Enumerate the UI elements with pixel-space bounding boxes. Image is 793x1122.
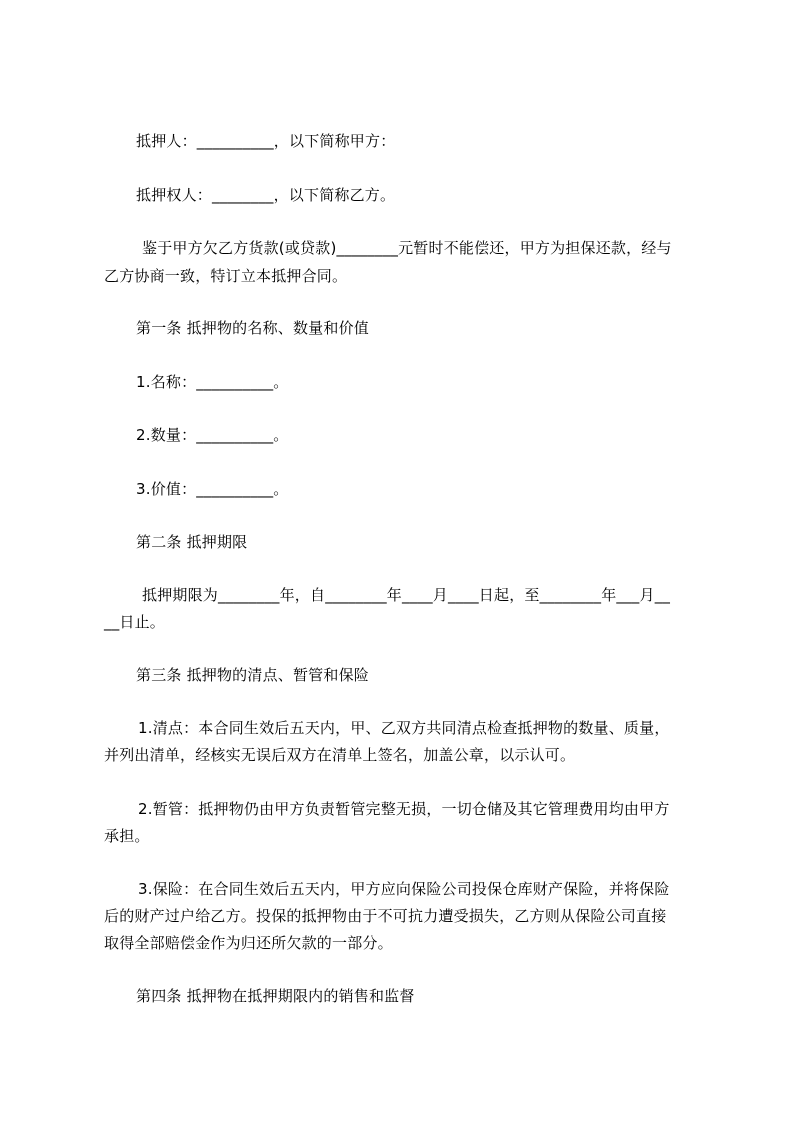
article1-item-quantity: 2.数量：__________。 [136,426,289,444]
article3-heading: 第三条 抵押物的清点、暂管和保险 [136,666,369,684]
article1-item-name: 1.名称：__________。 [136,373,289,391]
article3-clause3-line-2: 后的财产过户给乙方。投保的抵押物由于不可抗力遭受损失，乙方则从保险公司直接 [104,907,667,925]
article2-line-1: 抵押期限为________年，自________年____月____日起，至________年___月__ [142,586,671,604]
mortgagor-line: 抵押人：__________，以下简称甲方： [136,132,396,150]
article4-heading: 第四条 抵押物在抵押期限内的销售和监督 [136,987,415,1005]
article1-heading: 第一条 抵押物的名称、数量和价值 [136,319,369,337]
article2-heading: 第二条 抵押期限 [136,533,248,551]
article3-clause1-line-2: 并列出清单，经核实无误后双方在清单上签名，加盖公章，以示认可。 [104,746,576,764]
preamble-line-1: 鉴于甲方欠乙方货款(或贷款)________元暂时不能偿还，甲方为担保还款，经与 [142,239,672,257]
article3-clause2-line-1: 2.暂管：抵押物仍由甲方负责暂管完整无损，一切仓储及其它管理费用均由甲方 [138,800,670,818]
article1-item-value: 3.价值：__________。 [136,480,289,498]
article3-clause3-line-3: 取得全部赔偿金作为归还所欠款的一部分。 [104,934,393,952]
mortgagee-line: 抵押权人：________，以下简称乙方。 [136,186,396,204]
article3-clause2-line-2: 承担。 [104,827,150,845]
article3-clause1-line-1: 1.清点：本合同生效后五天内，甲、乙双方共同清点检查抵押物的数量、质量， [138,719,670,737]
article2-line-2: __日止。 [104,613,166,631]
article3-clause3-line-1: 3.保险：在合同生效后五天内，甲方应向保险公司投保仓库财产保险，并将保险 [138,880,670,898]
preamble-line-2: 乙方协商一致，特订立本抵押合同。 [104,267,348,285]
